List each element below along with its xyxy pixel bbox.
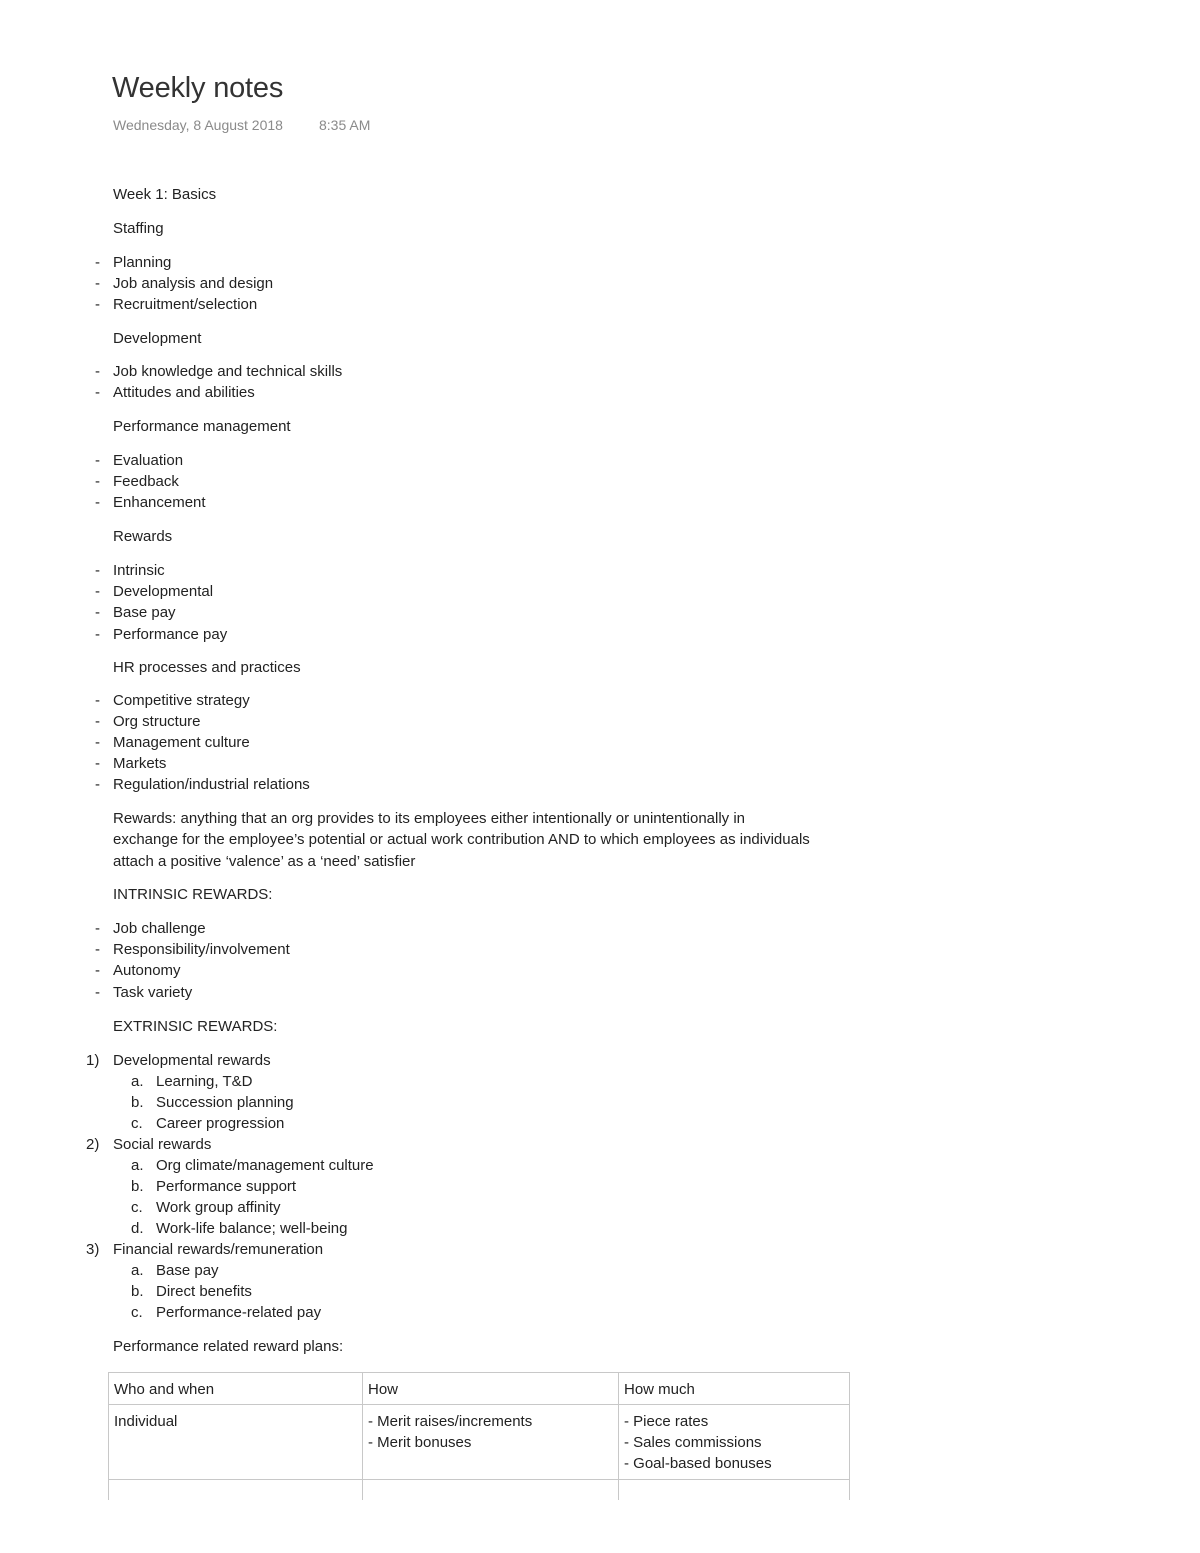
hr-processes-list-item: Regulation/industrial relations (113, 776, 310, 794)
lettered-item: Work group affinity (156, 1199, 281, 1216)
rewards-list-item: Base pay (113, 604, 176, 622)
hr-processes-list-bullet: - (95, 776, 100, 794)
rewards-list-bullet: - (95, 604, 100, 622)
lettered-item: Career progression (156, 1115, 285, 1132)
staffing-list-item: Recruitment/selection (113, 296, 258, 314)
hr-processes-list-bullet: - (95, 713, 100, 731)
rewards-list-bullet: - (95, 625, 100, 643)
lettered-marker: a. (131, 1262, 144, 1279)
table-cell (363, 1480, 619, 1501)
intrinsic-list-bullet: - (95, 962, 100, 980)
lettered-item: Succession planning (156, 1094, 294, 1111)
rewards-list-item: Performance pay (113, 625, 228, 643)
table-cell (619, 1480, 850, 1501)
lettered-item: Direct benefits (156, 1283, 252, 1300)
table-cell-line: - Merit raises/increments (368, 1413, 533, 1430)
rewards-list-item: Intrinsic (113, 562, 165, 579)
lettered-marker: b. (131, 1178, 144, 1195)
performance-list-bullet: - (95, 473, 100, 491)
table-cell-how-much (619, 1405, 850, 1480)
hr-processes-list-item: Org structure (113, 713, 201, 731)
table-row (109, 1480, 850, 1501)
performance-list-bullet: - (95, 452, 100, 469)
table-cell-line: - Merit bonuses (368, 1434, 472, 1451)
numbered-marker: 1) (86, 1052, 100, 1069)
performance-list-item: Feedback (113, 473, 179, 491)
lettered-item: Base pay (156, 1262, 219, 1279)
numbered-marker: 3) (86, 1241, 100, 1258)
lettered-marker: c. (131, 1115, 143, 1132)
rewards-list-item: Developmental (113, 583, 214, 601)
staffing-list-item: Job analysis and design (113, 275, 274, 293)
development-list-item: Attitudes and abilities (113, 384, 255, 402)
staffing-list-bullet: - (95, 275, 100, 293)
numbered-marker: 2) (86, 1136, 100, 1153)
lettered-item: Work-life balance; well-being (156, 1220, 348, 1237)
intrinsic-list-item: Job challenge (113, 920, 206, 937)
lettered-item: Org climate/management culture (156, 1157, 374, 1174)
lettered-item: Performance support (156, 1178, 297, 1195)
table-cell-line: - Piece rates (624, 1413, 709, 1430)
rewards-list-bullet: - (95, 562, 100, 579)
page-date: Wednesday, 8 August 2018 (113, 117, 283, 133)
table-header-cell: Who and when (109, 1373, 363, 1405)
lettered-marker: a. (131, 1157, 144, 1174)
hr-processes-list-item: Competitive strategy (113, 692, 250, 709)
hr-processes-list-item: Management culture (113, 734, 250, 752)
intrinsic-list-item: Autonomy (113, 962, 181, 980)
table-cell-line: - Sales commissions (624, 1434, 762, 1451)
hr-processes-list-bullet: - (95, 734, 100, 752)
section-heading-performance-management: Performance management (113, 418, 291, 435)
lettered-marker: a. (131, 1073, 144, 1090)
section-heading-rewards: Rewards (113, 528, 173, 545)
reward-plans-table (108, 1372, 850, 1500)
lettered-item: Performance-related pay (156, 1304, 322, 1321)
intrinsic-list-item: Task variety (113, 983, 193, 1001)
numbered-item: Developmental rewards (113, 1052, 271, 1069)
numbered-item: Financial rewards/remuneration (113, 1241, 324, 1258)
section-heading-extrinsic: EXTRINSIC REWARDS: (113, 1018, 278, 1035)
section-heading-staffing: Staffing (113, 220, 164, 237)
page-title: Weekly notes (112, 72, 284, 104)
intrinsic-list-bullet: - (95, 983, 100, 1001)
rewards-list-bullet: - (95, 583, 100, 601)
hr-processes-list-bullet: - (95, 692, 100, 709)
section-heading-intrinsic: INTRINSIC REWARDS: (113, 886, 273, 903)
lettered-marker: d. (131, 1220, 144, 1237)
table-row (109, 1405, 850, 1480)
reward-plans-heading: Performance related reward plans: (113, 1338, 344, 1355)
development-list-bullet: - (95, 384, 100, 402)
performance-list-item: Enhancement (113, 494, 206, 512)
intrinsic-list-item: Responsibility/involvement (113, 941, 290, 959)
staffing-list-bullet: - (95, 296, 100, 314)
lettered-marker: b. (131, 1094, 144, 1111)
section-heading-hr-processes: HR processes and practices (113, 659, 301, 676)
page-time: 8:35 AM (319, 117, 371, 133)
table-cell-who: Individual (109, 1405, 363, 1480)
lettered-marker: b. (131, 1283, 144, 1300)
lettered-marker: c. (131, 1199, 143, 1216)
hr-processes-list-bullet: - (95, 755, 100, 773)
staffing-list-bullet: - (95, 254, 100, 271)
numbered-item: Social rewards (113, 1136, 212, 1153)
table-header-cell: How (363, 1373, 619, 1405)
intrinsic-list-bullet: - (95, 941, 100, 959)
development-list-bullet: - (95, 363, 100, 380)
development-list-item: Job knowledge and technical skills (113, 363, 343, 380)
staffing-list-item: Planning (113, 254, 172, 271)
rewards-definition-paragraph: Rewards: anything that an org provides to its employees either intentionally or unintentionally in exchange for the employee’s potential or actual work contribution AND to which employees as individuals attach a positive ‘valence’ as a ‘need’ satisfier (113, 810, 810, 870)
intrinsic-list-bullet: - (95, 920, 100, 937)
table-cell-how (363, 1405, 619, 1480)
lettered-item: Learning, T&D (156, 1073, 253, 1090)
table-header-row (109, 1373, 850, 1405)
week-heading: Week 1: Basics (113, 186, 217, 203)
performance-list-bullet: - (95, 494, 100, 512)
table-header-cell: How much (619, 1373, 850, 1405)
table-cell (109, 1480, 363, 1501)
performance-list-item: Evaluation (113, 452, 184, 469)
lettered-marker: c. (131, 1304, 143, 1321)
hr-processes-list-item: Markets (113, 755, 167, 773)
table-cell-line: - Goal-based bonuses (624, 1455, 772, 1472)
section-heading-development: Development (113, 330, 202, 347)
